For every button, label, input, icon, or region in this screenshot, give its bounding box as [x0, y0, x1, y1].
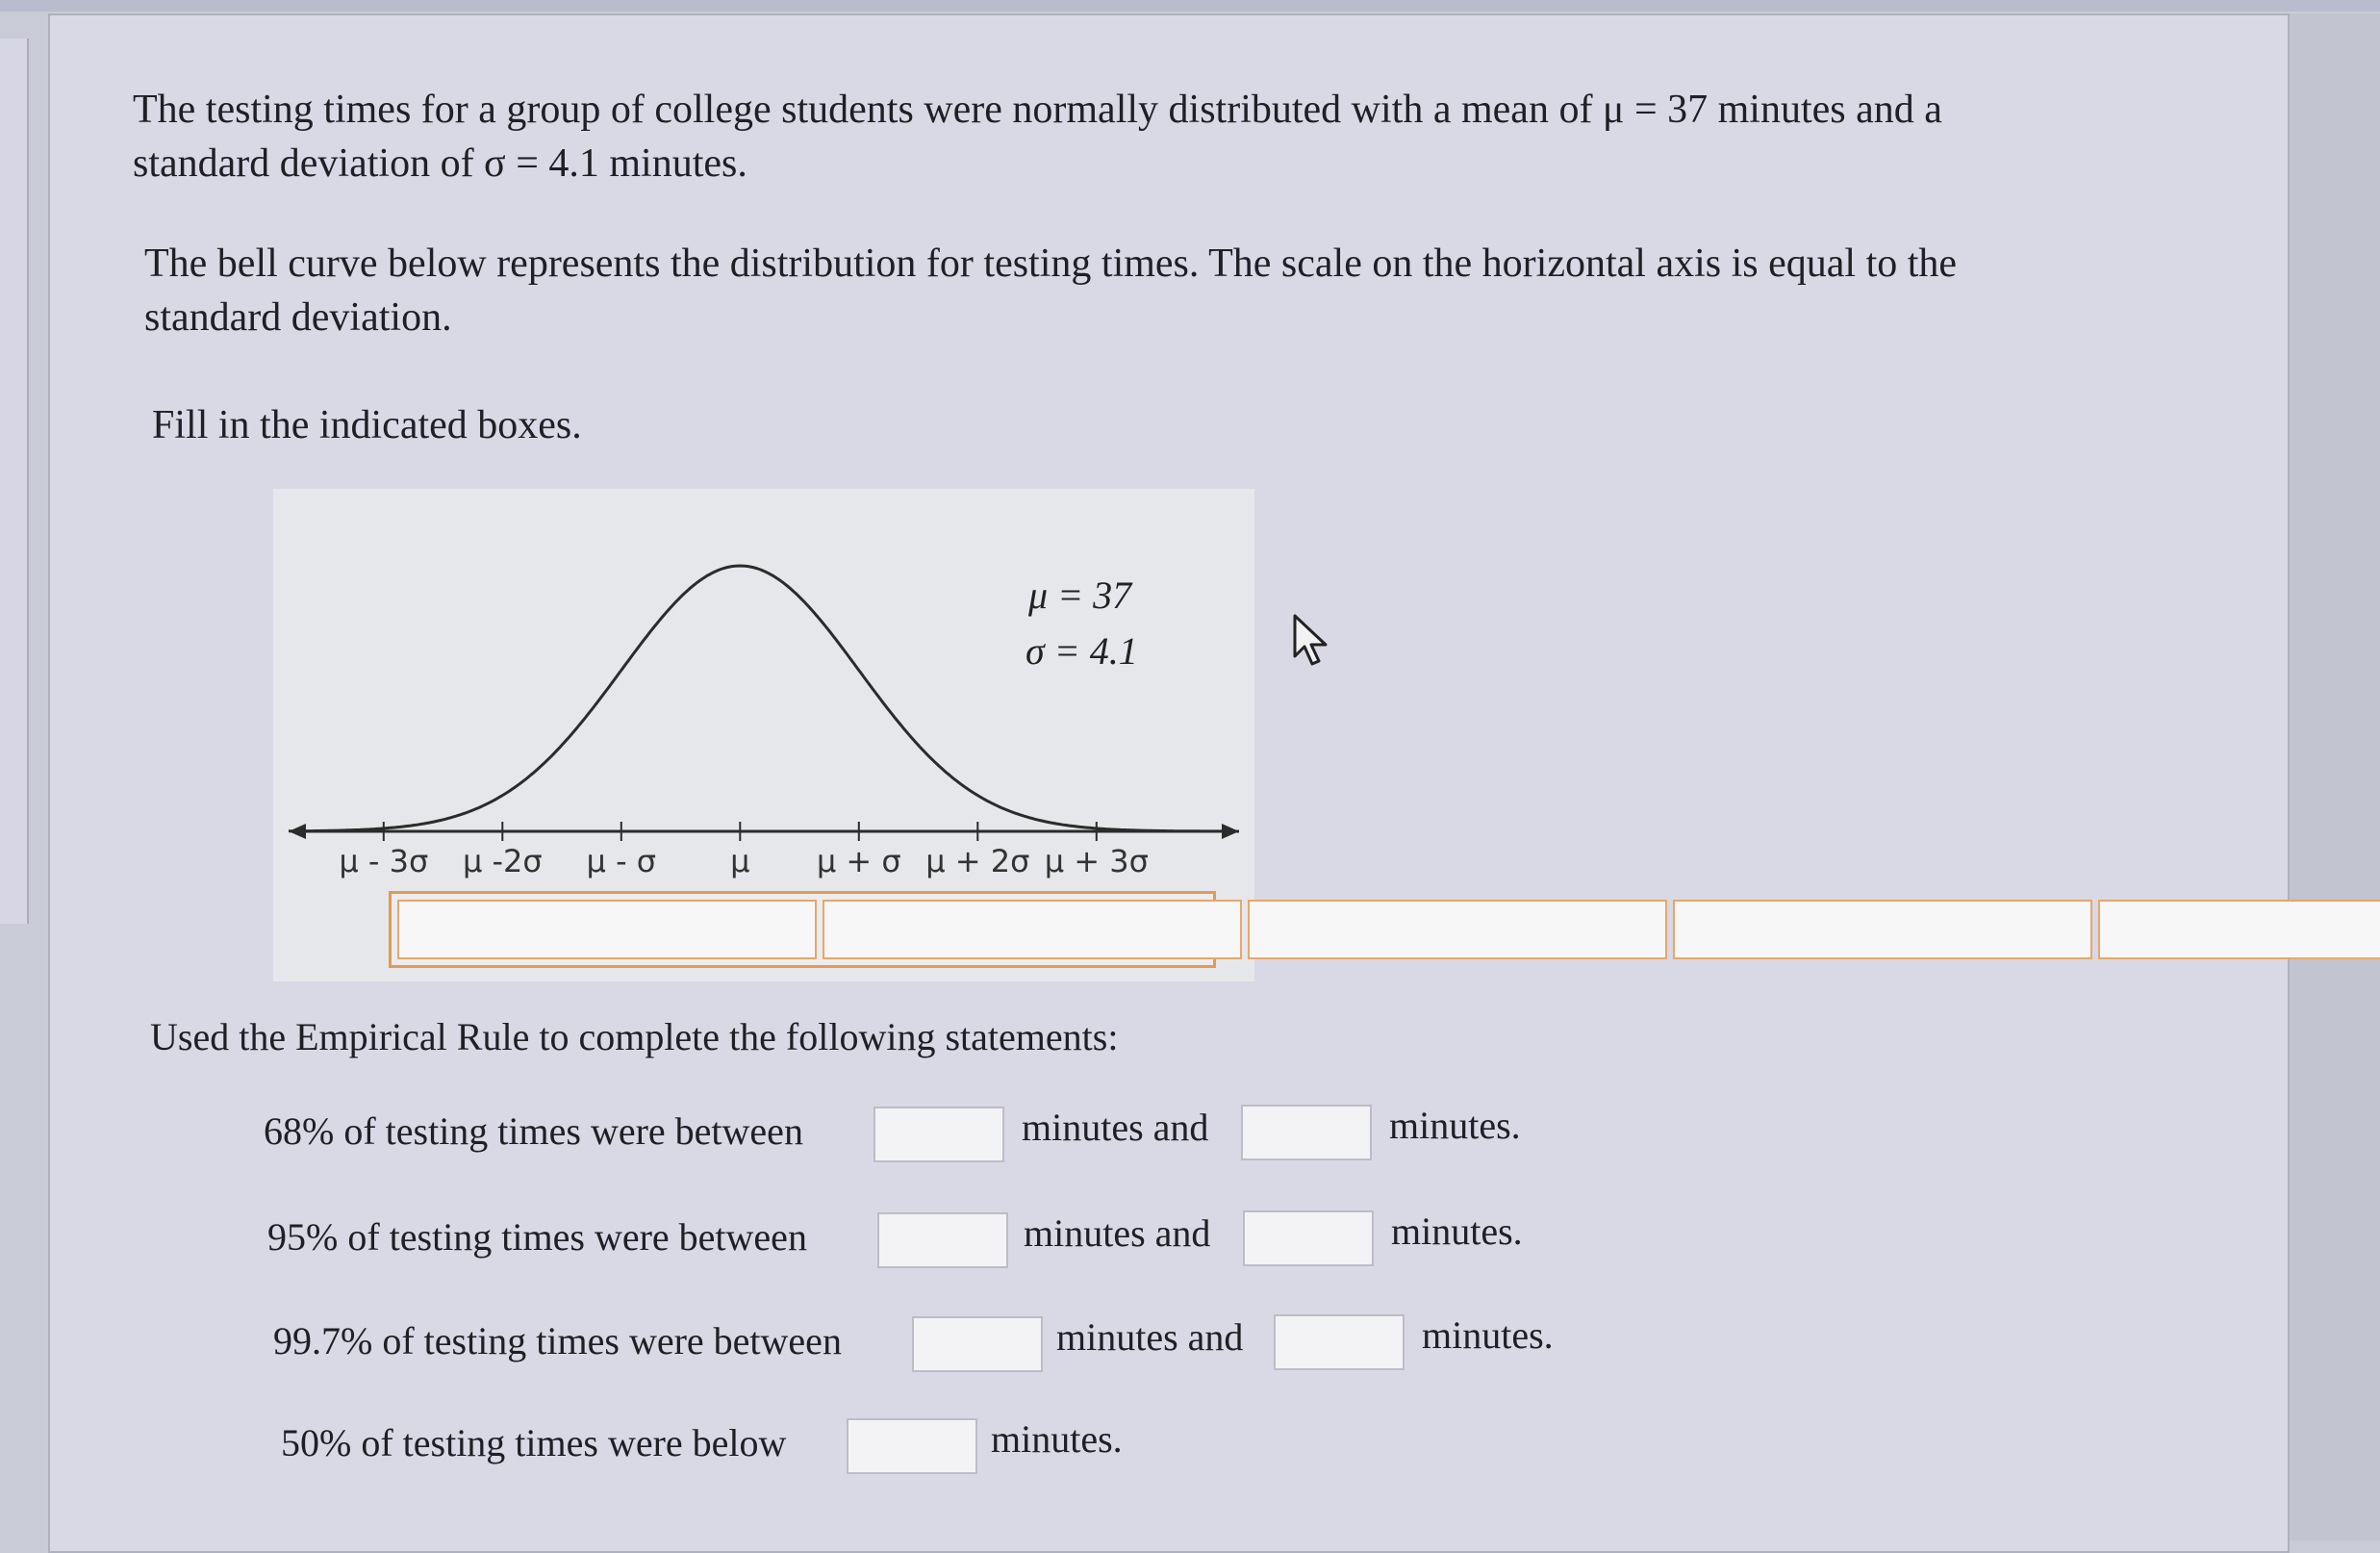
- problem-line: standard deviation.: [144, 295, 452, 340]
- statement-997-text: 99.7% of testing times were between: [273, 1319, 842, 1362]
- statement-997-minutes: minutes.: [1422, 1313, 1554, 1357]
- sidebar-edge[interactable]: [0, 38, 29, 924]
- statement-95-minutes-and: minutes and: [1024, 1211, 1211, 1255]
- problem-paragraph-1: [133, 83, 1942, 191]
- axis-value-input-mu-minus-sigma[interactable]: [1248, 900, 1667, 959]
- sigma-annotation: σ = 4.1: [1025, 629, 1138, 673]
- bell-curve-chart: [273, 489, 1254, 981]
- axis-tick-label: μ - σ: [586, 843, 657, 879]
- window-edge: [2290, 13, 2380, 1540]
- axis-tick-label: μ + σ: [816, 843, 901, 879]
- axis-tick-label: μ -2σ: [462, 843, 543, 879]
- statement-68-minutes-and: minutes and: [1022, 1106, 1209, 1149]
- input-997-upper[interactable]: [1274, 1314, 1405, 1370]
- input-68-lower[interactable]: [874, 1107, 1004, 1162]
- problem-paragraph-2: [144, 237, 1957, 344]
- mouse-cursor-icon: [1291, 612, 1333, 668]
- instruction-text: Fill in the indicated boxes.: [152, 403, 582, 447]
- problem-line: The testing times for a group of college students were normally distributed with a mean of μ = 37 minutes and a: [133, 88, 1942, 132]
- statement-95-minutes: minutes.: [1391, 1209, 1523, 1253]
- input-997-lower[interactable]: [912, 1316, 1043, 1372]
- axis-tick-label: μ + 2σ: [925, 843, 1030, 879]
- axis-value-input-mu-plus-sigma[interactable]: [2098, 900, 2380, 959]
- input-95-upper[interactable]: [1243, 1210, 1374, 1266]
- statement-68-minutes: minutes.: [1389, 1104, 1521, 1147]
- axis-value-input-mu-minus-3sigma[interactable]: [397, 900, 817, 959]
- input-95-lower[interactable]: [877, 1212, 1008, 1268]
- axis-tick-label: μ: [730, 843, 750, 879]
- axis-value-boxes: [389, 891, 1216, 968]
- problem-line: The bell curve below represents the distribution for testing times. The scale on the horizontal axis is equal to the: [144, 242, 1958, 286]
- statement-95-text: 95% of testing times were between: [267, 1215, 807, 1259]
- statement-997-minutes-and: minutes and: [1056, 1315, 1244, 1359]
- question-panel: [48, 13, 2290, 1553]
- axis-tick-label: μ + 3σ: [1044, 843, 1149, 879]
- axis-arrow-right: [1222, 824, 1239, 839]
- axis-value-input-mu-minus-2sigma[interactable]: [823, 900, 1242, 959]
- top-strip: [0, 0, 2380, 12]
- statement-68-text: 68% of testing times were between: [264, 1109, 803, 1153]
- problem-line: standard deviation of σ = 4.1 minutes.: [133, 141, 747, 186]
- empirical-rule-heading: Used the Empirical Rule to complete the following statements:: [150, 1015, 1119, 1058]
- axis-value-input-mu[interactable]: [1673, 900, 2092, 959]
- input-50-below[interactable]: [847, 1418, 977, 1474]
- axis-tick-label: μ - 3σ: [339, 843, 429, 879]
- statement-50-text: 50% of testing times were below: [281, 1421, 787, 1464]
- statement-50-minutes: minutes.: [991, 1417, 1123, 1461]
- axis-arrow-left: [289, 824, 306, 839]
- input-68-upper[interactable]: [1241, 1105, 1372, 1160]
- mu-annotation: μ = 37: [1028, 573, 1132, 617]
